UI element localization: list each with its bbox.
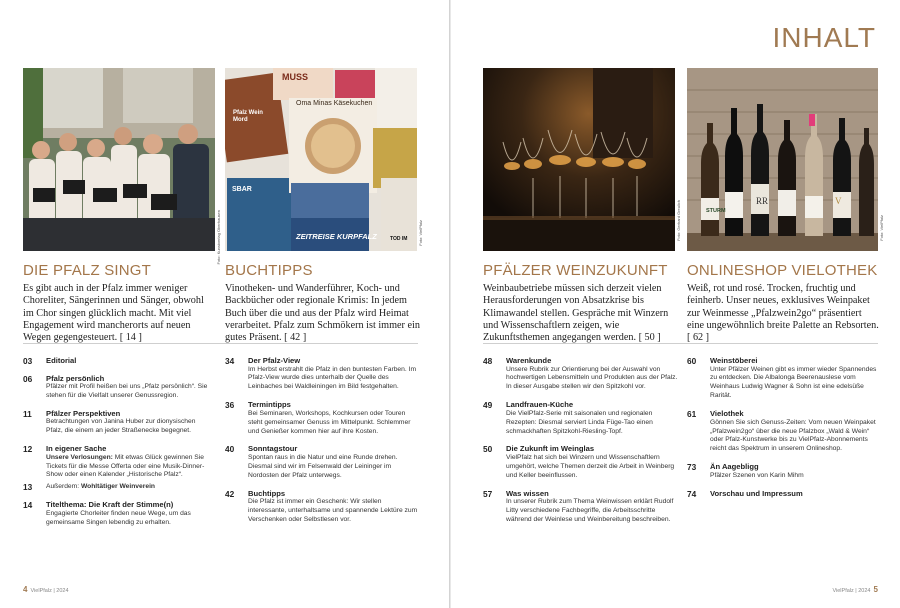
right-page bbox=[451, 0, 900, 608]
wine-bottles-photo bbox=[687, 68, 878, 251]
book-label: Pfalz Wein Mord bbox=[233, 110, 263, 123]
feature-text: Weiß, rot und rosé. Trocken, fruchtig und feinherb. Unser neues, exklusives Weinpaket zur Weinmesse „Pfalzwein2go“ präsentiert eine ungewöhnlich breite Palette an Rebsorten. [ 62 ] bbox=[687, 283, 879, 344]
book-label: Oma Minas Käsekuchen bbox=[296, 100, 373, 107]
toc-entry[interactable]: 11 Pfälzer Perspektiven Betrachtungen von Janina Huber zur dionysischen Pfalz, die einem an jeder Straßenecke begegnet. bbox=[23, 408, 196, 435]
bottle-label: STURM bbox=[706, 208, 726, 214]
feature-title: BUCHTIPPS bbox=[225, 262, 313, 279]
feature-text: Vinotheken- und Wanderführer, Koch- und Backbücher oder regionale Krimis: In jedem Buch über die und aus der Pfalz wird Heimat verarbeitet. Pfalz zum Schmökern ist immer ein gutes Präsent. [ 42 ] bbox=[225, 283, 420, 344]
toc-entry[interactable]: 06 Pfalz persönlich Pfälzer mit Profil heißen bei uns „Pfalz persönlich“. Sie stehen für die Vielfalt unserer Genussregion. bbox=[23, 373, 208, 399]
page-footer-left: 4 VielPfalz | 2024 bbox=[23, 585, 69, 594]
books-photo bbox=[225, 68, 417, 251]
toc-entry[interactable]: 14 Titelthema: Die Kraft der Stimme(n) Engagierte Chorleiter finden neue Wege, um das gemeinsame Singen lebendig zu erhalten. bbox=[23, 500, 191, 526]
toc-entry[interactable]: 49 Landfrauen-Küche Die VielPfalz-Serie mit saisonalen und regionalen Rezepten: Diesmal serviert Linda Füge-Tao einen schmackhaften Spitzkohl-Riesling-Topf. bbox=[483, 400, 653, 435]
divider bbox=[483, 343, 878, 344]
page-footer-right: VielPfalz | 2024 5 bbox=[832, 585, 878, 594]
photo-credit: Foto: VielPfalz bbox=[418, 220, 423, 246]
feature-text: Weinbaubetriebe müssen sich derzeit vielen Herausforderungen von Absatzkrise bis Klimawandel stellen. Gespräche mit Winzern und Wissenschaftlern zeigen, wie Zukunftsthemen angegangen werden. [ 50 ] bbox=[483, 283, 669, 344]
photo-credit: Foto: Gerhard Greulich bbox=[676, 200, 681, 241]
toc-entry[interactable]: 12 In eigener Sache Unsere Verlosungen: Mit etwas Glück gewinnen Sie Tickets für die Messe Offerta oder eine Musik-Dinner-Show oder einen Kalender „Historische Pfalz“. bbox=[23, 444, 205, 479]
feature-title: DIE PFALZ SINGT bbox=[23, 262, 152, 279]
toc-entry[interactable]: 48 Warenkunde Unsere Rubrik zur Orientierung bei der Auswahl von hochwertigen Lebensmitteln und Produkten aus der Pfalz. In dieser Ausgabe stellen wir den Spitzkohl vor. bbox=[483, 356, 678, 391]
toc-entry[interactable]: 34 Der Pfalz-View Im Herbst erstrahlt die Pfalz in den buntesten Farben. Im Pfalz-View wurde dies unterhalb der Quelle des Leinbaches bei Waldleiningen im Bild festgehalten. bbox=[225, 356, 417, 391]
toc-column-4 bbox=[687, 356, 879, 506]
divider bbox=[23, 343, 418, 344]
toc-entry[interactable]: 60 Weinstöberei Unter Pfälzer Weinen gibt es immer wieder Spannendes zu entdecken. Die Albalonga Beerenauslese vom Weinhaus Ludwig Wagner & Sohn ist eine edelsüße Rarität. bbox=[687, 356, 877, 400]
feature-title: ONLINESHOP VIELOTHEK bbox=[687, 262, 878, 279]
toc-entry[interactable]: 57 Was wissen In unserer Rubrik zum Thema Weinwissen erklärt Rudolf Litty verschiedene Fachbegriffe, die Arbeitsschritte während der Weinlese und Weinbereitung beschreiben. bbox=[483, 488, 674, 523]
toc-column-3 bbox=[483, 356, 678, 533]
book-label: ZEITREISE KURPFALZ bbox=[296, 232, 377, 241]
book-label: MUSS bbox=[282, 72, 309, 82]
book-label: SBAR bbox=[232, 186, 252, 193]
toc-entry[interactable]: 13 Außerdem: Wohltätiger Weinverein bbox=[23, 482, 156, 493]
toc-column-1 bbox=[23, 356, 213, 536]
feature-title: PFÄLZER WEINZUKUNFT bbox=[483, 262, 668, 279]
toc-entry[interactable]: 74 Vorschau und Impressum bbox=[687, 488, 803, 499]
toc-entry[interactable]: 42 Buchtipps Die Pfalz ist immer ein Geschenk: Wir stellen interessante, unterhaltsame und spannende Lektüre zum Verschenken oder Selbstlesen vor. bbox=[225, 488, 418, 523]
photo-credit: Foto: Kunstverlag Oberhausen bbox=[216, 210, 221, 265]
toc-entry[interactable]: 03 Editorial bbox=[23, 356, 77, 366]
toc-entry[interactable]: 73 Än Aagebligg Pfälzer Szenen von Karin Mihm bbox=[687, 462, 804, 479]
choir-photo bbox=[23, 68, 215, 251]
page-title: INHALT bbox=[772, 22, 876, 53]
toc-entry[interactable]: 40 Sonntagstour Spontan raus in die Natur und eine Runde drehen. Diesmal sind wir im Felsenwald der Leininger im Nordosten der Pfalz unterwegs. bbox=[225, 444, 398, 479]
toc-entry[interactable]: 36 Termintipps Bei Seminaren, Workshops, Kochkursen oder Touren steht gemeinsamer Genuss im Mittelpunkt. Schlemmer und Genießer kommen hier auf ihre Kosten. bbox=[225, 400, 411, 435]
toc-column-2 bbox=[225, 356, 420, 533]
toc-entry[interactable]: 61 Vielothek Gönnen Sie sich Genuss-Zeiten: Vom neuen Weinpaket „Pfalzwein2go“ über die neue Pfalzbox „Wald & Wein“ oder Pfalz-Kunstwerke bis zu VielPfalz-Abonnements reicht das Spektrum in unserem Onlineshop. bbox=[687, 409, 876, 453]
book-label: TOD IM bbox=[390, 236, 408, 242]
bottle-label: V bbox=[835, 196, 842, 206]
bottle-label: RR bbox=[756, 196, 769, 206]
toc-entry[interactable]: 50 Die Zukunft im Weinglas VielPfalz hat sich bei Winzern und Wissenschaftlern umgehört, welche Themen derzeit die Arbeit in Weinberg und Keller beeinflussen. bbox=[483, 444, 675, 479]
photo-credit: Foto: VielPfalz bbox=[879, 215, 884, 241]
feature-text: Es gibt auch in der Pfalz immer weniger Choreliter, Sängerinnen und Sänger, obwohl im Chor singen glücklich macht. Mit viel Engagement wird mancherorts auf neuen Wegen gegengesteuert. [ 14 ] bbox=[23, 283, 204, 344]
wine-glasses-photo bbox=[483, 68, 675, 251]
